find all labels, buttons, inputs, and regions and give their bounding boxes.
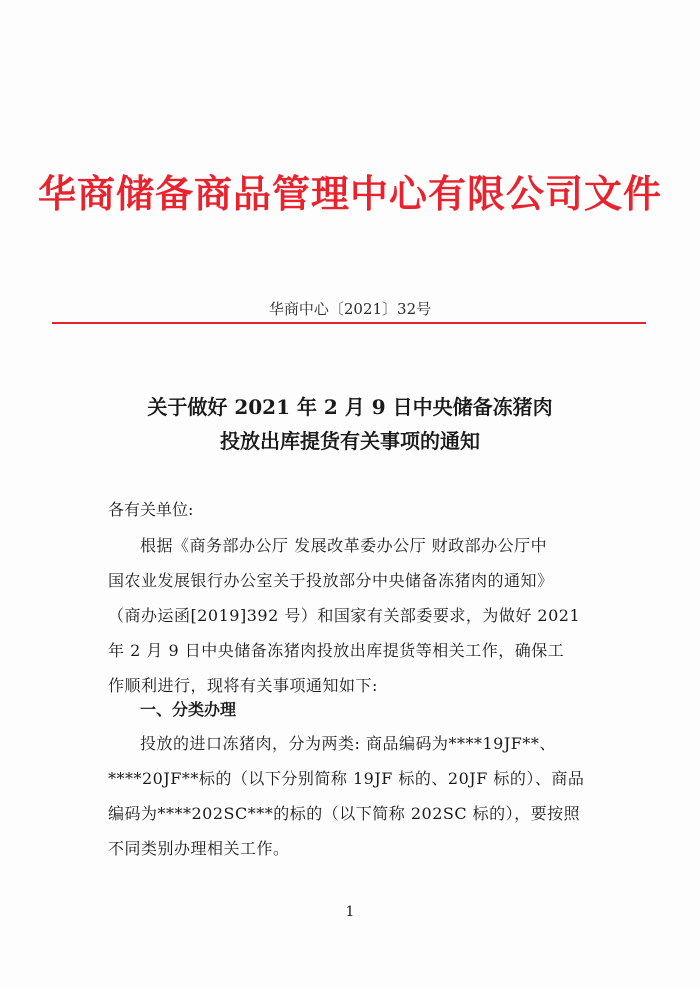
paragraph-2-line: ****20JF**标的（以下分别简称 19JF 标的、20JF 标的）、商品: [108, 769, 585, 788]
paragraph-2: [108, 726, 628, 866]
paragraph-2-line: 编码为****202SC***的标的（以下简称 202SC 标的），要按照: [108, 804, 581, 823]
red-divider-line: [52, 322, 646, 324]
salutation: 各有关单位:: [108, 500, 194, 519]
organization-title: 华商储备商品管理中心有限公司文件: [37, 172, 662, 216]
paragraph-1-line: 国农业发展银行办公室关于投放部分中央储备冻猪肉的通知》: [108, 571, 554, 590]
page-number: 1: [345, 904, 355, 920]
paragraph-1-line: 作顺利进行，现将有关事项通知如下:: [108, 676, 378, 695]
paragraph-1-line: 根据《商务部办公厅 发展改革委办公厅 财政部办公厅中: [140, 536, 548, 555]
notice-title-line-1: 关于做好 2021 年 2 月 9 日中央储备冻猪肉: [147, 395, 553, 419]
document-number: 华商中心〔2021〕32号: [268, 300, 432, 318]
section-heading-1: 一、分类办理: [140, 700, 237, 719]
paragraph-2-line: 投放的进口冻猪肉，分为两类: 商品编码为****19JF**、: [140, 734, 556, 753]
paragraph-2-line: 不同类别办理相关工作。: [108, 839, 290, 858]
paragraph-1: [108, 528, 628, 703]
paragraph-1-line: 年 2 月 9 日中央储备冻猪肉投放出库提货等相关工作，确保工: [108, 641, 565, 660]
paragraph-1-line: （商办运函[2019]392 号）和国家有关部委要求，为做好 2021: [108, 606, 581, 625]
notice-title-line-2: 投放出库提货有关事项的通知: [220, 429, 480, 453]
notice-title: [0, 390, 700, 458]
